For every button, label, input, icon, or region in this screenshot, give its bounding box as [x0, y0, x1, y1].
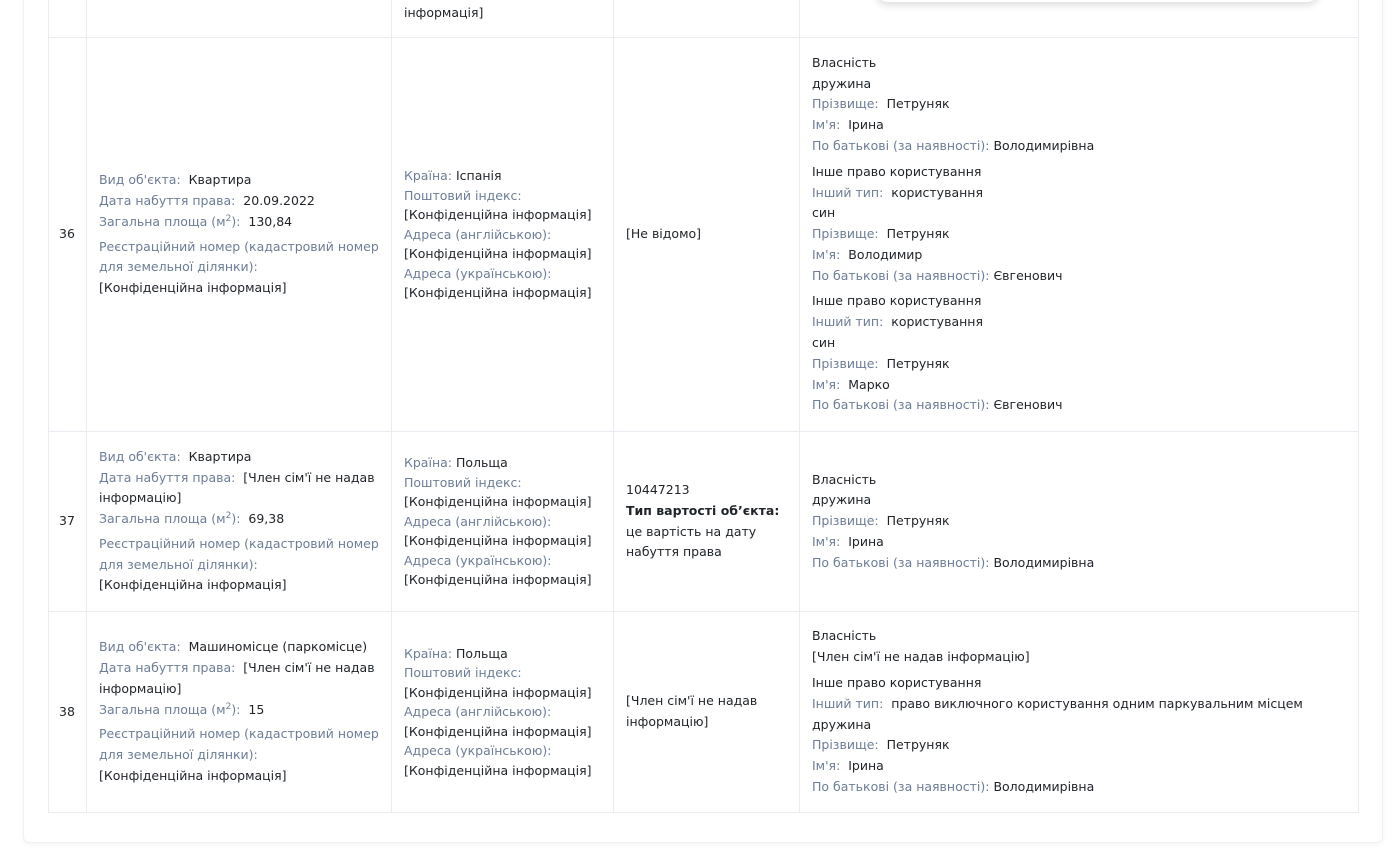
row-number-cell [49, 612, 87, 813]
address-en-value: [Конфіденційна інформація] [404, 246, 592, 262]
other-type-label: Інший тип: [812, 184, 884, 200]
address-uk-label: Адреса (українською): [404, 743, 552, 759]
name-value: Володимир [848, 246, 923, 262]
object-type-label: Вид об'єкта: [99, 448, 181, 464]
address-cell [392, 0, 614, 38]
right-entry [812, 53, 1346, 157]
patronymic-value: Євгенович [993, 267, 1063, 283]
object-type-value: Машиномісце (паркомісце) [188, 639, 368, 655]
surname-value: Петруняк [886, 513, 950, 529]
address-en-value: [Конфіденційна інформація] [404, 533, 592, 549]
other-type-value: користування [891, 314, 983, 330]
other-type-label: Інший тип: [812, 695, 884, 711]
surname-label: Прізвище: [812, 737, 879, 753]
patronymic-value: Володимирівна [993, 554, 1095, 570]
cost-cell [614, 38, 800, 432]
reg-number-value: [Конфіденційна інформація] [99, 280, 287, 296]
cost-value: [Не відомо] [626, 226, 702, 242]
address-uk-value: [Конфіденційна інформація] [404, 285, 592, 301]
surname-label: Прізвище: [812, 96, 879, 112]
postal-code-value: [Конфіденційна інформація] [404, 684, 592, 700]
object-type-value: Квартира [188, 448, 252, 464]
row-number-cell [49, 0, 87, 38]
right-relation: син [812, 205, 836, 221]
cost-cell [614, 0, 800, 38]
right-entry [812, 626, 1346, 668]
value-type-value: це вартість на дату набуття права [626, 523, 757, 560]
object-cell [87, 432, 392, 612]
row-number-cell [49, 432, 87, 612]
total-area-value: 69,38 [248, 511, 285, 527]
acquisition-date-value: [Член сім'ї не надав інформацію] [99, 660, 375, 696]
cost-cell [614, 612, 800, 813]
real-estate-table [48, 0, 1359, 813]
reg-number-value: [Конфіденційна інформація] [99, 577, 287, 593]
table-row [49, 432, 1359, 612]
object-cell [87, 38, 392, 432]
right-type: Інше право користування [812, 674, 982, 690]
right-relation: дружина [812, 716, 872, 732]
right-relation: дружина [812, 492, 872, 508]
address-uk-value: [Конфіденційна інформація] [404, 572, 592, 588]
right-entry [812, 162, 1346, 287]
postal-code-value: [Конфіденційна інформація] [404, 494, 592, 510]
country-value: Польща [455, 645, 508, 661]
address-cell [392, 612, 614, 813]
patronymic-label: По батькові (за наявності): [812, 778, 990, 794]
table-row-partial [49, 0, 1359, 38]
address-en-label: Адреса (англійською): [404, 704, 552, 720]
name-label: Ім'я: [812, 533, 841, 549]
patronymic-label: По батькові (за наявності): [812, 554, 990, 570]
postal-code-label: Поштовий індекс: [404, 187, 522, 203]
patronymic-label: По батькові (за наявності): [812, 397, 990, 413]
object-type-value: Квартира [188, 172, 252, 188]
table-row [49, 612, 1359, 813]
object-cell [87, 0, 392, 38]
patronymic-value: Володимирівна [993, 778, 1095, 794]
country-label: Країна: [404, 168, 452, 184]
reg-number-value: [Конфіденційна інформація] [99, 767, 287, 783]
surname-value: Петруняк [886, 737, 950, 753]
acquisition-date-value: 20.09.2022 [243, 192, 315, 208]
name-value: Ірина [848, 533, 884, 549]
reg-number-label: Реєстраційний номер (кадастровий номер для земельної ділянки): [99, 535, 379, 572]
reg-number-label: Реєстраційний номер (кадастровий номер для земельної ділянки): [99, 726, 379, 763]
address-en-label: Адреса (англійською): [404, 513, 552, 529]
surname-label: Прізвище: [812, 226, 879, 242]
address-en-label: Адреса (англійською): [404, 226, 552, 242]
name-value: Марко [848, 376, 890, 392]
right-entry [812, 470, 1346, 574]
address-uk-value: [Конфіденційна інформація] [404, 762, 592, 778]
object-type-label: Вид об'єкта: [99, 172, 181, 188]
surname-label: Прізвище: [812, 513, 879, 529]
name-label: Ім'я: [812, 758, 841, 774]
right-entry [812, 673, 1346, 798]
name-label: Ім'я: [812, 376, 841, 392]
acquisition-date-label: Дата набуття права: [99, 469, 236, 485]
rights-cell [800, 612, 1359, 813]
total-area-value: 15 [248, 701, 265, 717]
patronymic-label: По батькові (за наявності): [812, 137, 990, 153]
cost-value: [Член сім'ї не надав інформацію] [626, 693, 758, 729]
right-entry [812, 291, 1346, 416]
address-tail: інформація] [404, 5, 484, 21]
name-label: Ім'я: [812, 117, 841, 133]
total-area-label: Загальна площа $(м^2)$: [99, 510, 241, 527]
country-value: Польща [455, 455, 508, 471]
name-value: Ірина [848, 758, 884, 774]
value-type-label: Тип вартості об’єкта: [626, 502, 780, 518]
address-cell [392, 432, 614, 612]
right-type: Власність [812, 54, 877, 70]
patronymic-value: Євгенович [993, 397, 1063, 413]
other-type-value: користування [891, 184, 983, 200]
rights-cell [800, 0, 1359, 38]
right-relation: син [812, 335, 836, 351]
other-type-value: право виключного користування одним паркувальним місцем [891, 695, 1303, 711]
other-type-label: Інший тип: [812, 314, 884, 330]
total-area-label: Загальна площа $(м^2)$: [99, 701, 241, 717]
row-number-cell [49, 38, 87, 432]
right-relation: дружина [812, 75, 872, 91]
name-value: Ірина [848, 117, 884, 133]
name-label: Ім'я: [812, 246, 841, 262]
total-area-value: 130,84 [248, 213, 293, 229]
dropdown-popup-edge [876, 0, 1319, 2]
right-type: Власність [812, 471, 877, 487]
country-label: Країна: [404, 455, 452, 471]
acquisition-date-label: Дата набуття права: [99, 660, 236, 675]
acquisition-date-value: [Член сім'ї не надав інформацію] [99, 469, 375, 506]
postal-code-label: Поштовий індекс: [404, 474, 522, 490]
postal-code-label: Поштовий індекс: [404, 665, 522, 681]
address-uk-label: Адреса (українською): [404, 552, 552, 568]
right-relation: [Член сім'ї не надав інформацію] [812, 649, 1030, 665]
reg-number-label: Реєстраційний номер (кадастровий номер для земельної ділянки): [99, 238, 379, 275]
right-type: Власність [812, 628, 877, 644]
address-en-value: [Конфіденційна інформація] [404, 723, 592, 739]
surname-value: Петруняк [886, 355, 950, 371]
total-area-label: Загальна площа $(м^2)$: [99, 213, 241, 229]
address-uk-label: Адреса (українською): [404, 265, 552, 281]
country-value: Іспанія [455, 168, 502, 184]
right-type: Інше право користування [812, 293, 982, 309]
country-label: Країна: [404, 645, 452, 661]
acquisition-date-label: Дата набуття права: [99, 192, 236, 208]
patronymic-label: По батькові (за наявності): [812, 267, 990, 283]
table-row [49, 38, 1359, 432]
cost-value: 10447213 [626, 481, 690, 497]
cost-cell [614, 432, 800, 612]
surname-label: Прізвище: [812, 355, 879, 371]
address-cell [392, 38, 614, 432]
postal-code-value: [Конфіденційна інформація] [404, 207, 592, 223]
rights-cell [800, 38, 1359, 432]
object-cell [87, 612, 392, 813]
surname-value: Петруняк [886, 96, 950, 112]
row-number: 38 [59, 703, 75, 719]
surname-value: Петруняк [886, 226, 950, 242]
rights-cell [800, 432, 1359, 612]
row-number: 36 [59, 226, 75, 242]
row-number: 37 [59, 513, 75, 529]
object-type-label: Вид об'єкта: [99, 639, 181, 655]
patronymic-value: Володимирівна [993, 137, 1095, 153]
right-type: Інше право користування [812, 163, 982, 179]
